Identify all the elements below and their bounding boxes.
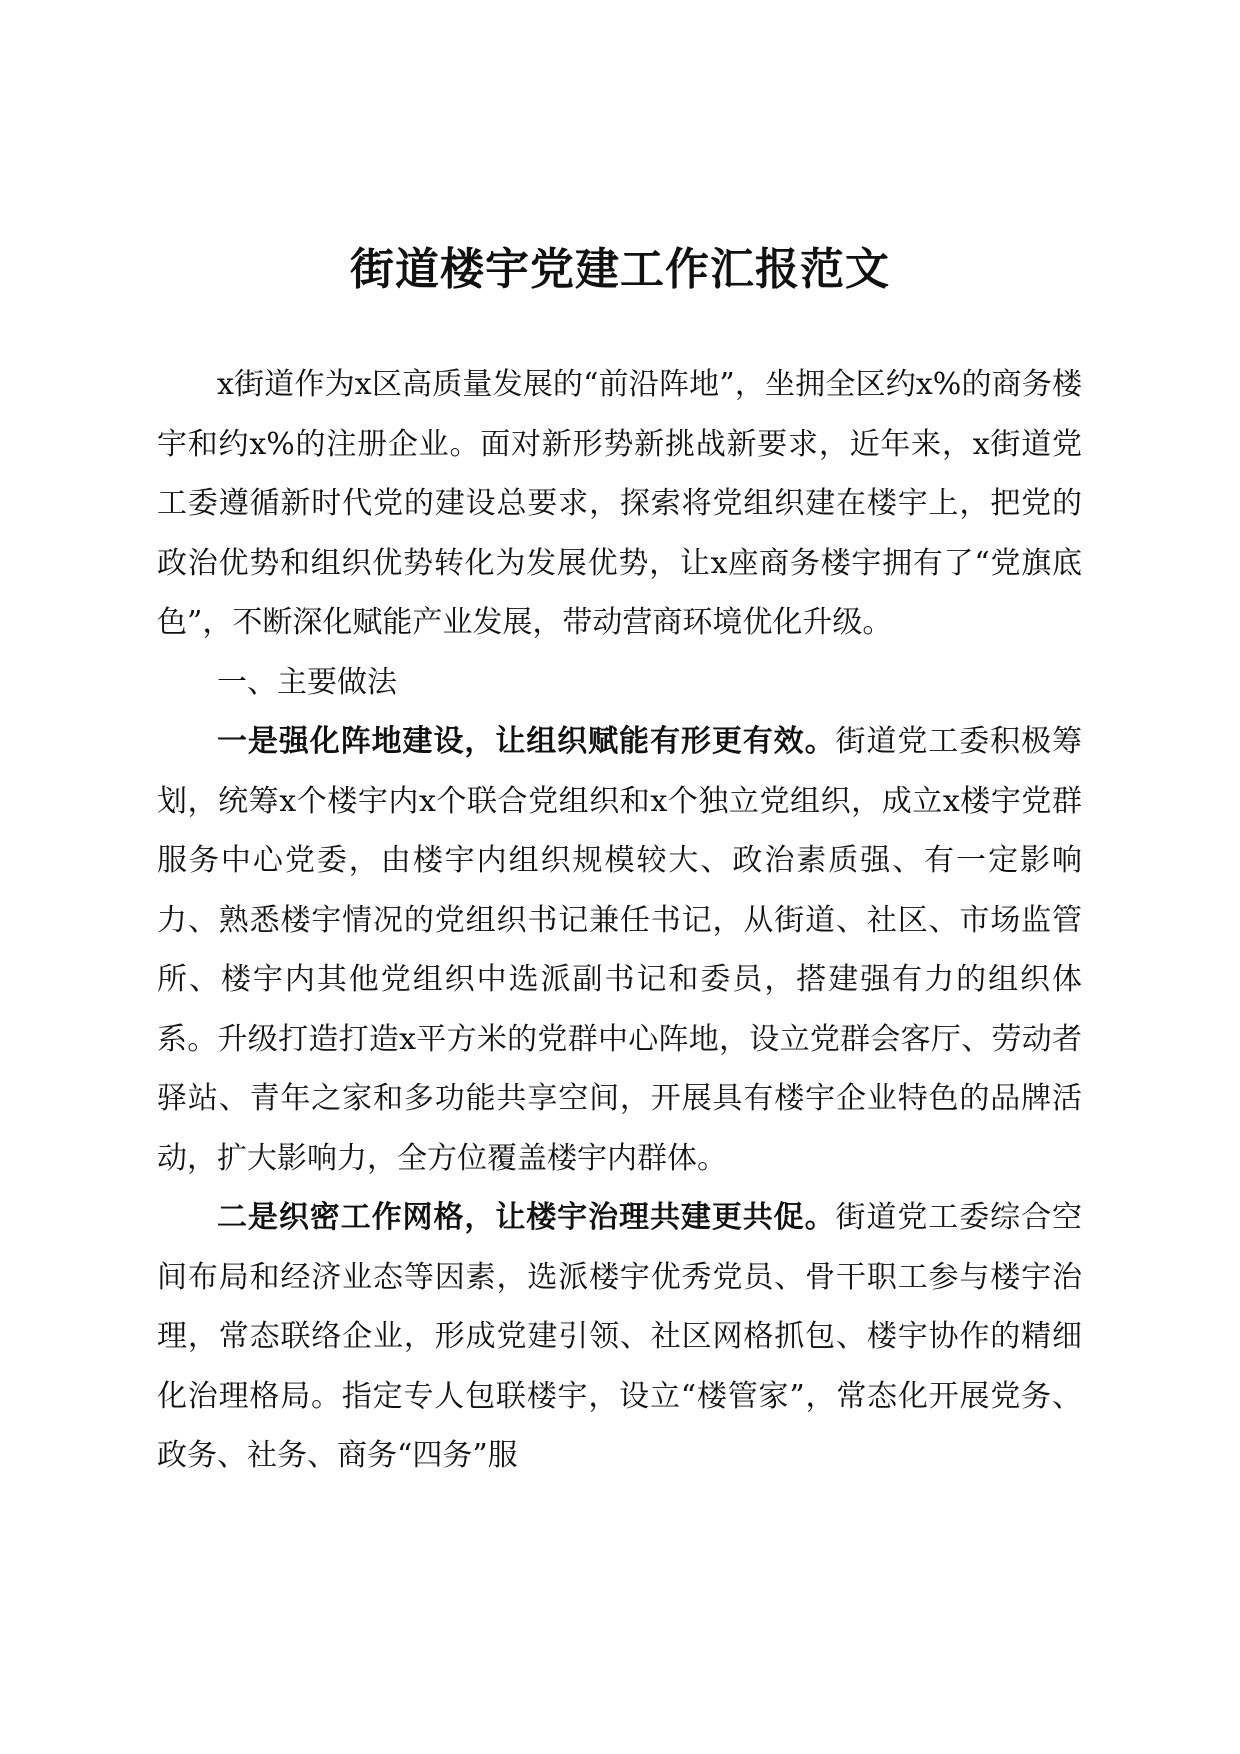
paragraph-text: 街道党工委综合空间布局和经济业态等因素，选派楼宇优秀党员、骨干职工参与楼宇治理，常态联络企业，形成党建引领、社区网格抓包、楼宇协作的精细化治理格局。指定专人包联楼宇，设立“楼管家”，常态化开展党务、政务、社务、商务“四务”服 xyxy=(157,1200,1083,1473)
document-body xyxy=(157,355,1082,1486)
intro-paragraph: x街道作为x区高质量发展的“前沿阵地”，坐拥全区约x%的商务楼宇和约x%的注册企业。面对新形势新挑战新要求，近年来，x街道党工委遵循新时代党的建设总要求，探索将党组织建在楼宇上，把党的政治优势和组织优势转化为发展优势，让x座商务楼宇拥有了“党旗底色”，不断深化赋能产业发展，带动营商环境优化升级。 xyxy=(157,367,1082,640)
document-title: 街道楼宇党建工作汇报范文 xyxy=(350,244,890,295)
paragraph-lead: 二是织密工作网格，让楼宇治理共建更共促。 xyxy=(217,1200,836,1235)
practice-paragraph-1 xyxy=(157,712,1082,1188)
paragraph-lead: 一是强化阵地建设，让组织赋能有形更有效。 xyxy=(217,724,836,759)
practice-paragraph-2 xyxy=(157,1188,1082,1486)
paragraph-text: 街道党工委积极筹划，统筹x个楼宇内x个联合党组织和x个独立党组织，成立x楼宇党群服务中心党委，由楼宇内组织规模较大、政治素质强、有一定影响力、熟悉楼宇情况的党组织书记兼任书记，从街道、社区、市场监管所、楼宇内其他党组织中选派副书记和委员，搭建强有力的组织体系。升级打造打造x平方米的党群中心阵地，设立党群会客厅、劳动者驿站、青年之家和多功能共享空间，开展具有楼宇企业特色的品牌活动，扩大影响力，全方位覆盖楼宇内群体。 xyxy=(157,724,1083,1176)
section-heading: 一、主要做法 xyxy=(217,664,397,700)
